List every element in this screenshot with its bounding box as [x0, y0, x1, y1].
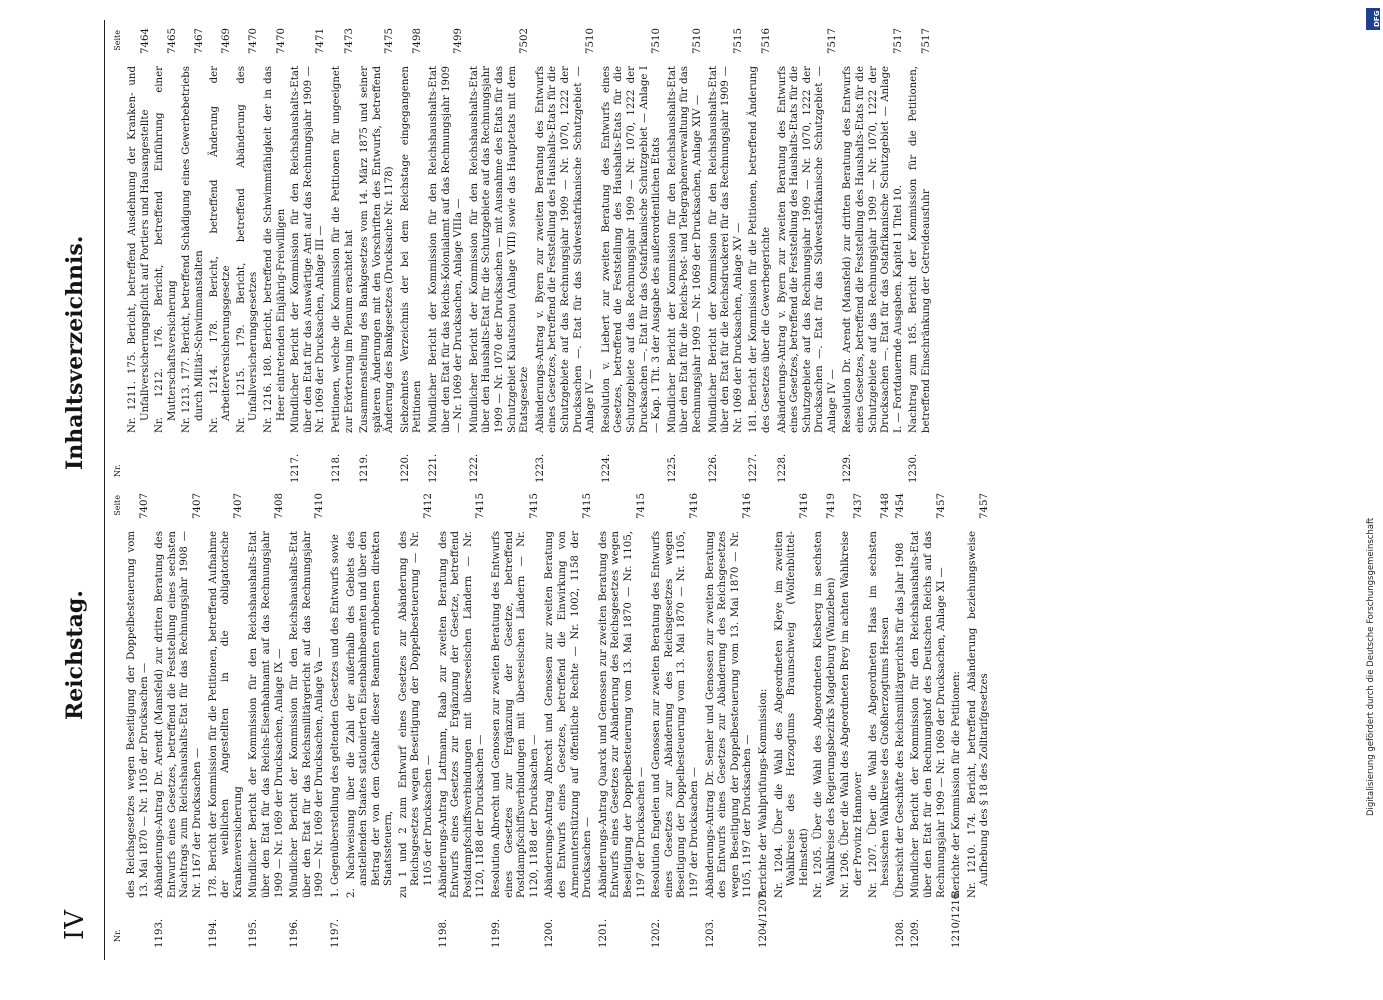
entry-number: 1208. — [894, 918, 906, 948]
subentry-page: 7419 — [825, 493, 837, 519]
entry-text: Mündlicher Bericht der Kommission für den Reichshaushalts-Etat über den Etat für die Reichs-Post- und Telegraphenverwaltung für das Rechnungsjahr 1909 — Nr. 1069 der Drucksachen, Anlage XIV — — [666, 66, 703, 433]
entry-number: 1193. — [154, 918, 166, 948]
toc-entry — [154, 493, 204, 948]
entry-page: 7516 — [760, 28, 772, 54]
toc-entry — [469, 28, 532, 483]
nr-label: Nr. — [113, 929, 122, 942]
subentry-text: Nr. 1212. 176. Bericht, betreffend Einführung einer Mutterschaftsversicherung — [154, 66, 178, 433]
entry-number: 1199. — [491, 918, 503, 948]
entry-number: 1223. — [534, 453, 546, 483]
page-header — [60, 0, 100, 1000]
entry-number: 1227. — [748, 453, 760, 483]
toc-subentry — [398, 493, 436, 948]
entry-text: 178. Bericht der Kommission für die Petitionen, betreffend Aufnahme der weiblichen Angestellten in die obligatorische Krankenversicherung — [207, 531, 244, 898]
subentry-text: Nr. 1206. Über die Wahl des Abgeordneten Brey im achten Wahlkreise der Provinz Hannover — [840, 531, 865, 898]
entry-page: 7499 — [453, 28, 465, 54]
entry-number: 1201. — [597, 918, 609, 948]
entry-number: 1218. — [330, 453, 342, 483]
entry-text: Abänderungs-Antrag v. Byern zur zweiten Beratung des Entwurfs eines Gesetzes, betreffend die Feststellung des Haushalts-Etats für die Schutzgebiete auf das Rechnungsjahr 1909 — Nr. 1070, 1222 der Drucksachen —. Etat für das Südwestafrikanische Schutzgebiet — Anlage IV — — [776, 66, 838, 433]
toc-entry — [908, 28, 933, 483]
subentry-text: Nr. 1213. 177. Bericht, betreffend Schädigung eines Gewerbebetriebs durch Militär-Schwimmanstalten — [181, 66, 205, 433]
entry-text: Siebzehntes Verzeichnis der bei dem Reichstage eingegangenen Petitionen — [399, 66, 424, 433]
toc-entry — [359, 28, 397, 483]
toc-entry — [535, 28, 598, 483]
toc-entry — [651, 493, 701, 948]
entry-number: 1224. — [600, 453, 612, 483]
entry-page: 7416 — [742, 493, 754, 519]
entry-text: Mündlicher Bericht der Kommission für den Reichshaushalts-Etat über den Etat für die Reichsdruckerei für das Rechnungsjahr 1909 — Nr. 1069 der Drucksachen, Anlage XV — — [707, 66, 744, 433]
left-entries-3 — [895, 493, 964, 948]
header-title-left: Reichstag. — [62, 590, 88, 720]
entry-text: Berichte der Wahlprüfungs-Kommission: — [757, 688, 769, 898]
subentry-text: Nr. 1210. 174. Bericht, betreffend Abänderung beziehungsweise Aufhebung des § 18 des Zolltarifgesetzes — [966, 531, 991, 898]
entry-text: Mündlicher Bericht der Kommission für den Reichshaushalts-Etat über den Haushalts-Etat für die Schutzgebiete auf das Rechnungsjahr 1909 — Nr. 1070 der Drucksachen — mit Ausnahme des Etats für das Schutzgebiet Kiautschou (Anlage VIII) sowie das Hauptetats mit dem Etatsgesetze — [468, 66, 531, 433]
entry-number: 1229. — [842, 453, 854, 483]
entry-page: 7407 — [138, 493, 150, 519]
entry-text: 181. Bericht der Kommission für die Petitionen, betreffend Änderung des Gesetzes über die Gewerbegerichte — [748, 66, 772, 433]
entry-text: Mündlicher Bericht der Kommission für den Reichshaushalts-Etat über den Etat für das Reichsmilitärgericht auf das Rechnungsjahr 1909 — Nr. 1069 der Drucksachen, Anlage Va — — [289, 531, 326, 898]
entry-number: 1221. — [428, 453, 440, 483]
entry-text: Abänderungs-Antrag v. Byern zur zweiten Beratung des Entwurfs eines Gesetzes, betreffend die Feststellung des Haushalts-Etats für die Schutzgebiete auf das Rechnungsjahr 1909 — Nr. 1070, 1222 der Drucksachen —. Etat für das Südwestafrikanische Schutzgebiet — Anlage IV — — [534, 66, 597, 433]
entry-page: 7454 — [894, 493, 906, 519]
subentry-text: Nr. 1216. 180. Bericht, betreffend die Schwimmfähigkeit der in das Heer eintretenden Einjährig-Freiwilligen — [262, 66, 287, 433]
toc-entry — [428, 28, 466, 483]
entry-number: 1220. — [399, 453, 411, 483]
toc-subentry — [236, 28, 261, 483]
toc-entry — [705, 493, 755, 948]
subentry-page: 7467 — [193, 28, 205, 54]
entry-number: 1198. — [437, 918, 449, 948]
nr-label: Nr. — [113, 464, 122, 477]
right-column-header — [112, 28, 126, 483]
entry-number: 1230. — [908, 453, 920, 483]
left-entries-2 — [438, 493, 771, 948]
dfg-logo: DFG — [1366, 8, 1380, 30]
digitization-sidebar — [1366, 8, 1380, 992]
toc-entry — [248, 493, 286, 948]
subentry-page: 7437 — [853, 493, 865, 519]
entry-text: Übersicht der Geschäfte des Reichsmilitärgerichts für das Jahr 1908 — [894, 542, 906, 898]
toc-entry — [895, 493, 908, 948]
left-column — [112, 493, 1252, 948]
right-subentries-1211 — [127, 28, 288, 483]
entry-number: 1202. — [651, 918, 663, 948]
entry-page: 7415 — [582, 493, 594, 519]
entry-page: 7416 — [688, 493, 700, 519]
entry-page: 7410 — [314, 493, 326, 519]
toc-entry — [544, 493, 594, 948]
toc-entry — [758, 493, 771, 948]
entry-number: 1194. — [207, 918, 219, 948]
entry-page: 7510 — [585, 28, 597, 54]
entry-number: 1204/1207. — [757, 889, 769, 948]
entry-text: Zusammenstellung des Bankgesetzes vom 14. März 1875 und seiner späteren Änderungen mit den Vorschriften des Entwurfs, betreffend Änderung des Bankgesetzes (Drucksache Nr. 1178) — [359, 66, 396, 433]
subentry-page: 7469 — [221, 28, 233, 54]
toc-entry — [330, 493, 343, 948]
subentry-page: 7470 — [248, 28, 260, 54]
toc-subentry — [967, 493, 992, 948]
seite-label: Seite — [113, 30, 122, 51]
toc-entry — [748, 28, 773, 483]
entry-text: Mündlicher Bericht der Kommission für den Reichshaushalts-Etat über den Etat für den Rechnungshof des Deutschen Reichs auf das Rechnungsjahr 1909 — Nr. 1069 der Drucksachen, Anlage XI — — [910, 531, 947, 898]
toc-subentry — [840, 493, 865, 948]
entry-text: Abänderungs-Antrag Dr. Semler und Genossen zur zweiten Beratung des Entwurfs eines Gesetzes zur Abänderung des Reichsgesetzes wegen Beseitigung der Doppelbesteuerung vom 13. Mai 1870 — Nr. 1105, 1197 der Drucksachen — — [704, 531, 754, 898]
toc-subentry — [154, 28, 179, 483]
subentry-page: 7412 — [423, 493, 435, 519]
subentry-text: 2. Nachweisung über die Zahl der außerhalb des Gebiets des anstellenden Staates stationierten Eisenbahnbeamten und über den Betrag der von dem Gehalte dieser Beamten erhobenen direkten Staatssteuern, — [345, 531, 395, 898]
entry-number: 1203. — [704, 918, 716, 948]
toc-entry — [126, 493, 151, 948]
entry-page: 7475 — [384, 28, 396, 54]
left-subentries-1197 — [346, 493, 436, 948]
entry-page: 7515 — [732, 28, 744, 54]
subentry-text: Nr. 1205. Über die Wahl des Abgeordneten Kiesberg im sechsten Wahlkreise des Regierungsbezirks Magdeburg (Wanzleben) — [813, 531, 837, 898]
toc-entry — [491, 493, 541, 948]
left-column-header — [112, 493, 126, 948]
entry-text: Resolution v. Liebert zur zweiten Beratung des Entwurfs eines Gesetzes, betreffend die Feststellung des Haushalts-Etats für die Schutzgebiete auf das Rechnungsjahr 1909 — Nr. 1070, 1222 der Drucksachen —. Etat für das Ostafrikanische Schutzgebiet — Anlage I — Kap. 1 Tit. 3 der Ausgabe des außerordentlichen Etats — [600, 66, 663, 433]
toc-entry — [598, 493, 648, 948]
entry-page: 7517 — [826, 28, 838, 54]
entry-page: 7407 — [191, 493, 203, 519]
toc-entry — [331, 28, 356, 483]
toc-entry — [400, 28, 425, 483]
toc-entry — [289, 493, 327, 948]
entry-text: Abänderungs-Antrag Dr. Arendt (Mansfeld) zur dritten Beratung des Entwurfs eines Gesetzes, betreffend die Feststellung eines sechsten Nachtrags zum Reichshaushalts-Etat für das Rechnungsjahr 1908 — Nr. 1167 der Drucksachen — — [154, 531, 203, 898]
entry-page: 7517 — [921, 28, 933, 54]
entry-page: 7510 — [691, 28, 703, 54]
right-column — [112, 28, 1252, 483]
entry-text: Resolution Dr. Arendt (Mansfeld) zur dritten Beratung des Entwurfs eines Gesetzes, betreffend die Feststellung des Haushalts-Etats für die Schutzgebiete auf das Rechnungsjahr 1909 — Nr. 1070, 1222 der Drucksachen —. Etat für das Ostafrikanische Schutzgebiet — Anlage I. — Fortdauernde Ausgaben. Kapitel 1 Titel 10. — [842, 66, 904, 433]
entry-text: Abänderungs-Antrag Albrecht und Genossen zur zweiten Beratung des Entwurfs eines Gesetzes, betreffend die Einwirkung von Armenunterstützung auf öffentliche Rechte — Nr. 1002, 1158 der Drucksachen — — [544, 531, 594, 898]
entry-text: Petitionen, welche die Kommission für die Petitionen für ungeeignet zur Erörterung im Plenum erachtet hat — [330, 66, 355, 433]
entry-number: 1217. — [290, 453, 302, 483]
toc-entry — [842, 28, 905, 483]
entry-text: des Reichsgesetzes wegen Beseitigung der Doppelbesteuerung vom 13. Mai 1870 — Nr. 1105 der Drucksachen — — [126, 531, 150, 898]
entry-page: 7517 — [892, 28, 904, 54]
entry-page: 7415 — [475, 493, 487, 519]
entry-page: 7457 — [935, 493, 947, 519]
left-subentries-1210 — [967, 493, 992, 948]
toc-entry — [777, 28, 840, 483]
entry-number: 1226. — [707, 453, 719, 483]
entry-page: 7407 — [232, 493, 244, 519]
subentry-text: Nr. 1204. Über die Wahl des Abgeordneten Kleye im zweiten Wahlkreise des Herzogtums Braunschweig (Wolfenbüttel-Helmstedt) — [773, 531, 810, 898]
entry-page: 7471 — [315, 28, 327, 54]
left-entries — [126, 493, 343, 948]
toc-entry — [208, 493, 246, 948]
toc-entry — [601, 28, 664, 483]
entry-text: Abänderungs-Antrag Lattmann, Raab zur zweiten Beratung des Entwurfs eines Gesetzes zur Ergänzung der Gesetze, betreffend Postdampfschiffsverbindungen mit überseeischen Ländern — Nr. 1120, 1188 der Drucksachen — — [437, 531, 487, 898]
subentry-text: Nr. 1207. Über die Wahl des Abgeordneten Haas im sechsten hessischen Wahlkreise des Großherzogtums Hessen — [867, 531, 892, 898]
entry-text: 1. Gegenüberstellung des geltenden Gesetzes und des Entwurfs sowie — [329, 534, 341, 898]
subentry-text: Nr. 1214. 178. Bericht, betreffend Änderung der Arbeiterversicherungsgesetze — [208, 66, 233, 433]
page-number: IV — [60, 908, 90, 940]
entry-text: Mündlicher Bericht der Kommission für den Reichshaushalts-Etat über den Etat für das Reichs-Eisenbahnamt auf das Rechnungsjahr 1909 — Nr. 1069 der Drucksachen, Anlage IX — — [248, 531, 285, 898]
entry-page: 7415 — [635, 493, 647, 519]
entry-number: 1200. — [544, 918, 556, 948]
subentry-text: zu 1 und 2 zum Entwurf eines Gesetzes zur Abänderung des Reichsgesetzes wegen Beseitigung der Doppelbesteuerung — Nr. 1105 der Drucksachen — — [397, 531, 435, 898]
toc-subentry — [346, 493, 396, 948]
left-subentries-1204 — [774, 493, 893, 948]
entry-number: 1197. — [329, 918, 341, 948]
entry-page: 7473 — [343, 28, 355, 54]
right-entries — [290, 28, 934, 483]
toc-subentry — [127, 28, 152, 483]
toc-entry — [438, 493, 488, 948]
toc-entry — [290, 28, 328, 483]
toc-subentry — [181, 28, 206, 483]
entry-text: Berichte der Kommission für die Petitionen: — [951, 671, 963, 898]
entry-text: Nachtrag zum 185. Bericht der Kommission für die Petitionen, betreffend Einschränkung der Getreideausfuhr — [908, 66, 933, 433]
subentry-text: Nr. 1211. 175. Bericht, betreffend Ausdehnung der Kranken- und Unfallversicherungspflicht auf Portiers und Hausangestellte — [127, 66, 151, 433]
entry-page: 7415 — [528, 493, 540, 519]
subentry-page: 7470 — [275, 28, 287, 54]
subentry-page: 7457 — [979, 493, 991, 519]
subentry-text: Nr. 1215. 179. Bericht, betreffend Abänderung des Unfallversicherungsgesetzes — [235, 66, 260, 433]
entry-text: Resolution Engelen und Genossen zur zweiten Beratung des Entwurfs eines Gesetzes zur Abänderung des Reichsgesetzes wegen Beseitigung der Doppelbesteuerung vom 13. Mai 1870 — Nr. 1105, 1197 der Drucksachen — — [651, 531, 700, 898]
toc-subentry — [774, 493, 812, 948]
toc-entry — [708, 28, 746, 483]
seite-label: Seite — [113, 495, 122, 516]
toc-entry — [951, 493, 964, 948]
entry-number: 1222. — [468, 453, 480, 483]
entry-text: Mündlicher Bericht der Kommission für den Reichshaushalts-Etat über den Etat für das Reichs-Kolonialamt auf das Rechnungsjahr 1909 — Nr. 1069 der Drucksachen, Anlage VIIIa — — [428, 66, 465, 433]
entry-page: 7502 — [519, 28, 531, 54]
funding-note: Digitalisierung gefördert durch die Deutsche Forschungsgemeinschaft — [1366, 517, 1376, 816]
entry-number: 1219. — [359, 453, 371, 483]
entry-page: 7498 — [412, 28, 424, 54]
header-title-right: Inhaltsverzeichnis. — [62, 235, 88, 470]
entry-text: Resolution Albrecht und Genossen zur zweiten Beratung des Entwurfs eines Gesetzes zur Ergänzung der Gesetze, betreffend Postdampfschiffsverbindungen mit überseeischen Ländern — Nr. 1120, 1188 der Drucksachen — — [491, 531, 540, 898]
subentry-page: 7416 — [798, 493, 810, 519]
entry-text: Abänderungs-Antrag Quarck und Genossen zur zweiten Beratung des Entwurfs eines Gesetzes zur Abänderung des Reichsgesetzes wegen Beseitigung der Doppelbesteuerung vom 13. Mai 1870 — Nr. 1105, 1197 der Drucksachen — — [597, 531, 647, 898]
entry-page: 7408 — [273, 493, 285, 519]
entry-number: 1228. — [776, 453, 788, 483]
toc-subentry — [868, 493, 893, 948]
toc-subentry — [813, 493, 838, 948]
subentry-page: 7448 — [880, 493, 892, 519]
entry-number: 1210/1216. — [951, 889, 963, 948]
toc-entry — [910, 493, 948, 948]
subentry-page: 7464 — [139, 28, 151, 54]
entry-number: 1195. — [248, 918, 260, 948]
entry-number: 1225. — [666, 453, 678, 483]
entry-page: 7510 — [651, 28, 663, 54]
toc-entry — [667, 28, 705, 483]
toc-subentry — [263, 28, 288, 483]
entry-text: Mündlicher Bericht der Kommission für den Reichshaushalts-Etat über den Etat für das Auswärtige Amt auf das Rechnungsjahr 1909 — Nr. 1069 der Drucksachen, Anlage III — — [290, 66, 327, 433]
subentry-page: 7465 — [166, 28, 178, 54]
toc-subentry — [209, 28, 234, 483]
entry-number: 1209. — [910, 918, 922, 948]
entry-number: 1196. — [289, 918, 301, 948]
header-rule — [104, 20, 105, 960]
